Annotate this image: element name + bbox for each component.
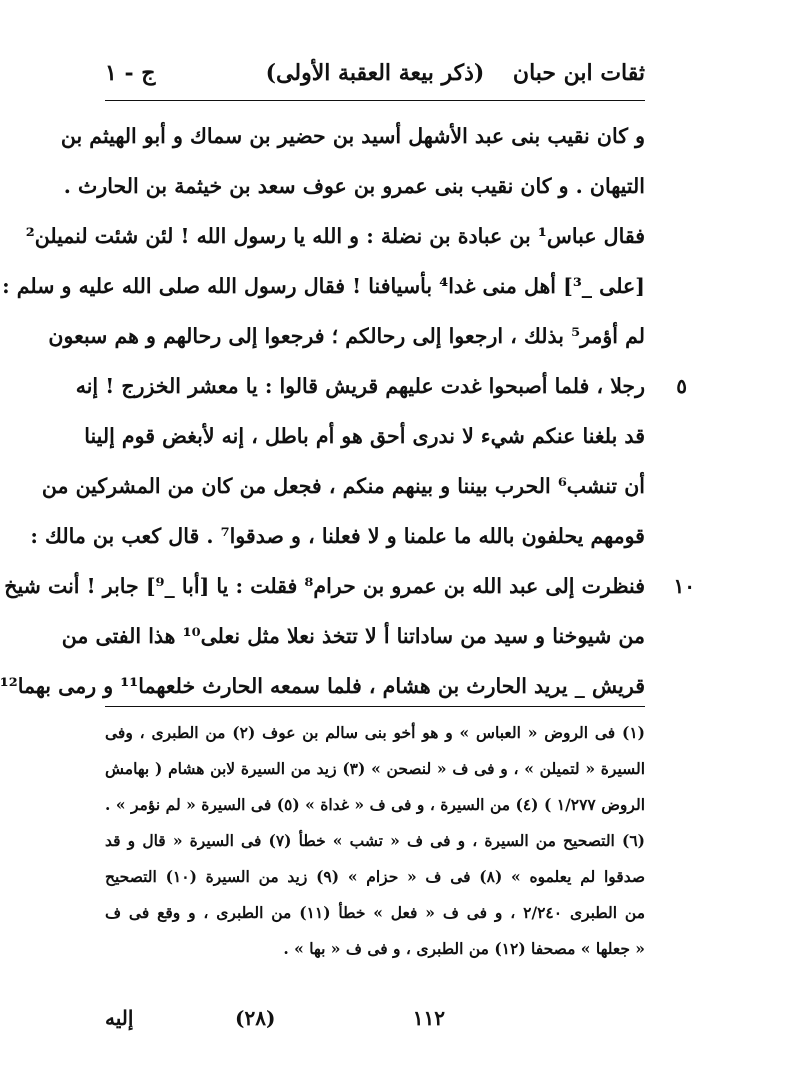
footnote-line: الروض ١/٢٧٧ ) (٤) من السيرة ، و فى ف « غداة » (٥) فى السيرة « لم نؤمر » . [105,795,645,814]
text-line: أن تنشب⁶ الحرب بيننا و بينهم منكم ، فجعل من كان من المشركين من [41,474,645,498]
footnote-line: السيرة « لتميلن » ، و فى ف « لنصحن » (٣) زيد من السيرة لابن هشام ( بهامش [105,759,646,778]
text-line: فقال عباس¹ بن عبادة بن نضلة : و الله يا رسول الله ! لئن شئت لنميلن² [25,224,645,248]
running-header [105,56,645,90]
line-number-10: ١٠ [673,574,695,598]
text-line: قومهم يحلفون بالله ما علمنا و لا فعلنا ، و صدقوا⁷ . قال كعب بن مالك : [30,524,645,548]
footnote-line: (١) فى الروض « العباس » و هو أخو بنى سالم بن عوف (٢) من الطبرى ، وفى [105,723,646,742]
footnotes [105,718,645,970]
text-line: و كان نقيب بنى عبد الأشهل أسيد بن حضير بن سماك و أبو الهيثم بن [60,124,645,148]
text-line: قد بلغنا عنكم شيء لا ندرى أحق هو أم باطل ، إنه لأبغض قوم إلينا [84,424,645,448]
catchword: إليه [105,1006,134,1030]
section-title: (ذكر بيعة العقبة الأولى) [265,60,485,86]
footnote-line: من الطبرى ٢/٢٤٠ ، و فى ف « فعل » خطأ (١١) من الطبرى ، و وقع فى ف [105,903,646,922]
volume-label: ج - ١ [105,60,156,86]
footnote-line: (٦) التصحيح من السيرة ، و فى ف « تشب » خطأ (٧) فى السيرة « قال و قد [105,831,645,850]
footnote-line: « جعلها » مصحفا (١٢) من الطبرى ، و فى ف « بها » . [283,939,645,958]
book-page [0,56,695,1066]
line-number-5: ٥ [676,374,687,398]
text-line: من شيوخنا و سيد من ساداتنا أ لا تتخذ نعلا مثل نعلى¹⁰ هذا الفتى من [61,624,645,648]
text-line: رجلا ، فلما أصبحوا غدت عليهم قريش قالوا : يا معشر الخزرج ! إنه [75,374,645,398]
page-footer [105,1006,645,1036]
text-line: قريش _ يريد الحارث بن هشام ، فلما سمعه الحارث خلعهما¹¹ و رمى بهما¹² [0,674,645,698]
text-line: التيهان . و كان نقيب بنى عمرو بن عوف سعد بن خيثمة بن الحارث . [63,174,645,198]
text-line: [على _³] أهل منى غدا⁴ بأسيافنا ! فقال رسول الله صلى الله عليه و سلم : [2,274,645,298]
text-line: لم أؤمر⁵ بذلك ، ارجعوا إلى رحالكم ؛ فرجعوا إلى رحالهم و هم سبعون [48,324,645,348]
footnote-rule [105,706,645,707]
book-title: ثقات ابن حبان [512,60,645,86]
page-number: ١١٢ [412,1006,445,1030]
sheet-number: (٢٨) [235,1006,276,1030]
text-line: فنظرت إلى عبد الله بن عمرو بن حرام⁸ فقلت : يا [أبا _⁹] جابر ! أنت شيخ [4,574,645,598]
header-rule [105,100,645,101]
footnote-line: صدقوا لم يعلموه » (٨) فى ف « حزام » (٩) زيد من السيرة (١٠) التصحيح [105,867,645,886]
main-text [0,116,645,716]
